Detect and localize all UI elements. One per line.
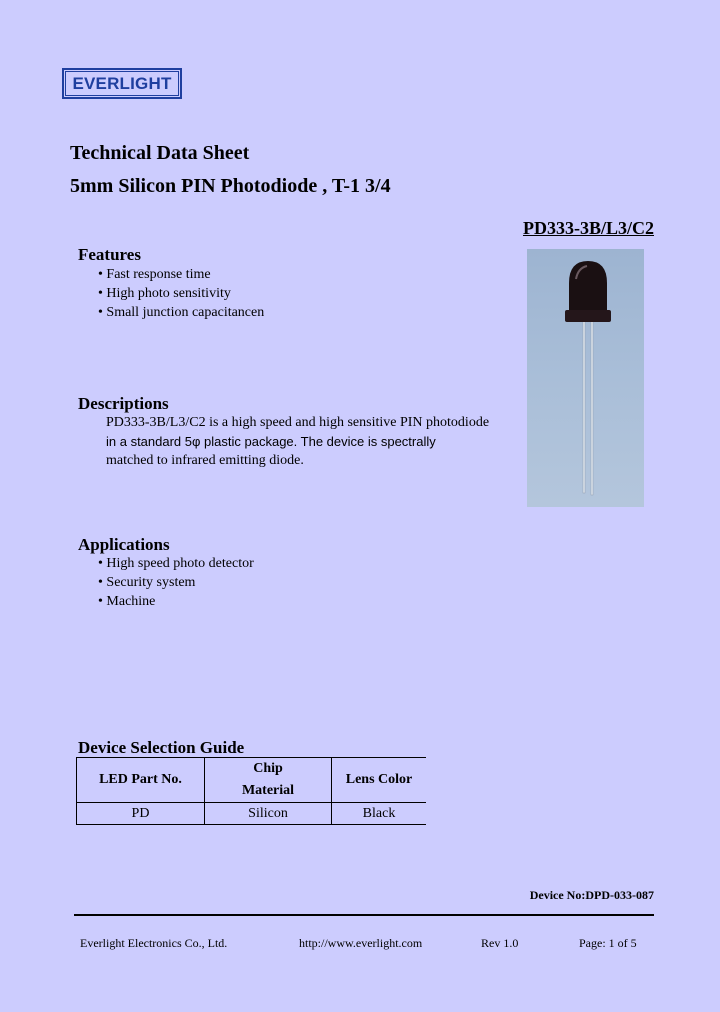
list-item: • Machine [98, 592, 254, 611]
description-line: matched to infrared emitting diode. [106, 453, 304, 468]
description-line: in a standard 5φ plastic package. The device is spectrally [106, 434, 436, 449]
photodiode-photo [527, 249, 644, 507]
list-item: • Fast response time [98, 265, 264, 284]
footer-url: http://www.everlight.com [299, 936, 423, 950]
footer-divider [74, 914, 654, 916]
column-header: Lens Color [332, 758, 427, 803]
logo-text: EVERLIGHT [65, 71, 179, 96]
list-item: • Security system [98, 573, 254, 592]
selection-guide-heading: Device Selection Guide [78, 738, 245, 757]
column-header: Chip Material [205, 758, 332, 803]
descriptions-heading: Descriptions [78, 394, 169, 413]
description-text [106, 413, 516, 470]
footer-page-number: Page: 1 of 5 [579, 936, 637, 950]
column-header: LED Part No. [77, 758, 205, 803]
applications-heading: Applications [78, 535, 170, 554]
part-number: PD333-3B/L3/C2 [522, 218, 654, 238]
page-title: Technical Data Sheet [70, 142, 250, 164]
applications-list [98, 554, 254, 611]
list-item: • Small junction capacitancen [98, 303, 264, 322]
features-heading: Features [78, 245, 141, 264]
device-number: Device No:DPD-033-087 [529, 888, 654, 902]
features-list [98, 265, 264, 322]
footer-company: Everlight Electronics Co., Ltd. [80, 936, 228, 950]
everlight-logo [62, 68, 182, 99]
photodiode-image [527, 249, 644, 507]
page-subtitle: 5mm Silicon PIN Photodiode , T-1 3/4 [70, 175, 391, 197]
description-line: PD333-3B/L3/C2 is a high speed and high sensitive PIN photodiode [106, 415, 490, 430]
table-cell: Black [332, 803, 427, 825]
table-cell: PD [77, 803, 205, 825]
table-cell: Silicon [205, 803, 332, 825]
list-item: • High photo sensitivity [98, 284, 264, 303]
list-item: • High speed photo detector [98, 554, 254, 573]
footer-revision: Rev 1.0 [481, 936, 519, 950]
table-row [77, 803, 427, 825]
selection-guide-table [76, 757, 426, 825]
